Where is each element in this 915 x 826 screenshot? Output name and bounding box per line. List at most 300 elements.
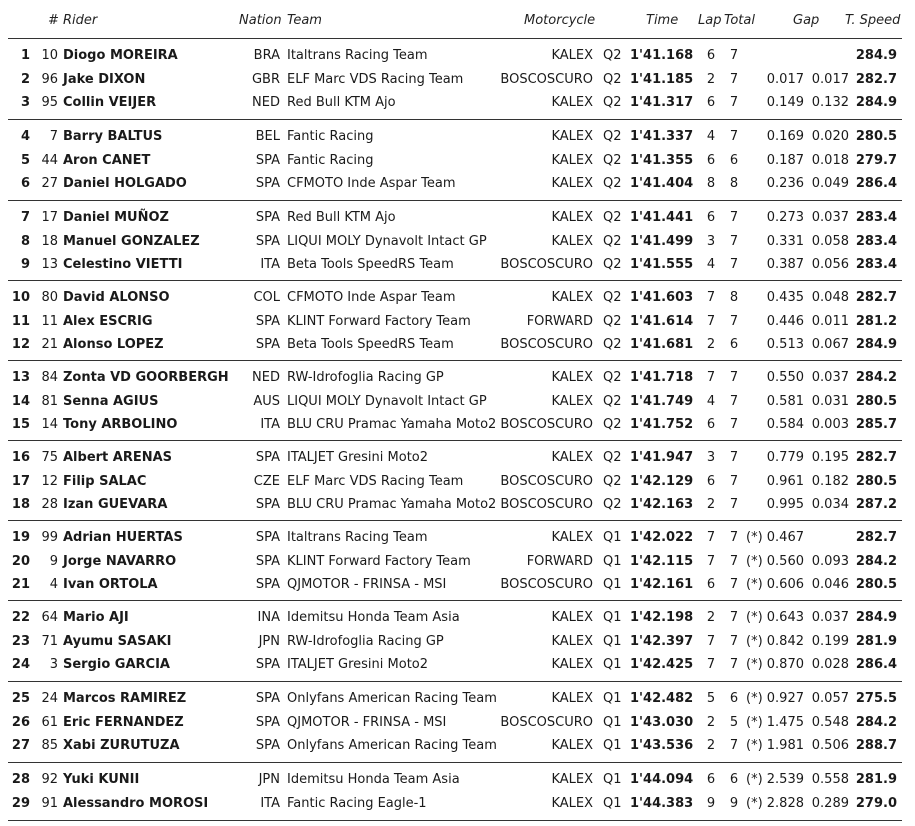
row-rider: Manuel GONZALEZ (63, 233, 200, 249)
row-number: 11 (41, 313, 58, 329)
row-top-speed: 283.4 (855, 210, 897, 225)
row-team: Idemitsu Honda Team Asia (287, 610, 460, 625)
row-rider: Filip SALAC (63, 473, 147, 489)
row-top-speed: 282.7 (855, 450, 897, 465)
row-top-speed: 281.9 (855, 772, 897, 787)
table-row (0, 366, 915, 390)
row-total: 8 (729, 176, 739, 192)
row-gap-prev: 0.132 (811, 95, 849, 111)
row-motorcycle: KALEX (551, 48, 593, 63)
row-motorcycle: KALEX (551, 691, 593, 706)
row-top-speed: 284.2 (855, 714, 897, 730)
row-gap-prev: 0.289 (811, 795, 849, 811)
row-session: Q2 (603, 473, 622, 489)
row-total: 9 (729, 795, 739, 811)
row-lap: 7 (706, 290, 716, 305)
row-time: 1'41.603 (630, 290, 694, 305)
row-motorcycle: KALEX (551, 738, 593, 754)
row-rider: Yuki KUNII (63, 772, 140, 787)
row-motorcycle: KALEX (551, 233, 593, 249)
row-nation: SPA (255, 553, 280, 569)
row-session: Q1 (603, 738, 622, 754)
row-nation: COL (253, 290, 280, 305)
row-number: 13 (41, 257, 58, 273)
row-nation: BRA (253, 48, 280, 63)
row-gap-prev: 0.017 (811, 71, 849, 87)
row-lap: 6 (706, 417, 716, 433)
row-gap-leader: (*) 0.606 (746, 577, 804, 593)
row-position: 24 (11, 657, 30, 673)
row-team: Italtrans Racing Team (287, 48, 428, 63)
row-total: 7 (729, 48, 739, 63)
row-gap-leader: (*) 0.643 (746, 610, 804, 625)
row-gap-prev: 0.048 (811, 290, 849, 305)
table-row (0, 711, 915, 735)
row-motorcycle: BOSCOSCURO (500, 577, 593, 593)
row-motorcycle: KALEX (551, 129, 593, 144)
table-row (0, 333, 915, 357)
row-top-speed: 280.5 (855, 577, 897, 593)
row-total: 7 (729, 633, 739, 649)
table-bottom-border (8, 820, 902, 821)
table-row (0, 687, 915, 711)
row-gap-leader: 0.017 (766, 71, 804, 87)
row-session: Q1 (603, 553, 622, 569)
row-rider: Collin VEIJER (63, 95, 157, 111)
row-time: 1'42.198 (630, 610, 694, 625)
row-lap: 3 (706, 233, 716, 249)
row-gap-prev: 0.056 (811, 257, 849, 273)
row-motorcycle: KALEX (551, 530, 593, 545)
row-rider: Celestino VIETTI (63, 257, 183, 273)
row-gap-leader: 0.387 (766, 257, 804, 273)
row-position: 23 (11, 633, 30, 649)
row-total: 7 (729, 417, 739, 433)
row-position: 5 (20, 152, 30, 168)
header-time: Time (646, 13, 679, 28)
row-team: ELF Marc VDS Racing Team (287, 473, 464, 489)
row-time: 1'42.163 (630, 497, 694, 513)
row-top-speed: 282.7 (855, 530, 897, 545)
row-time: 1'41.337 (630, 129, 694, 144)
row-motorcycle: KALEX (551, 210, 593, 225)
row-top-speed: 279.7 (855, 152, 897, 168)
row-position: 13 (11, 370, 30, 385)
group-divider (8, 280, 902, 281)
row-time: 1'43.030 (630, 714, 694, 730)
row-total: 7 (729, 257, 739, 273)
row-lap: 6 (706, 95, 716, 111)
row-lap: 2 (706, 71, 716, 87)
row-session: Q2 (603, 95, 622, 111)
row-session: Q1 (603, 714, 622, 730)
table-row (0, 230, 915, 254)
row-total: 7 (729, 610, 739, 625)
row-gap-leader: 0.584 (766, 417, 804, 433)
row-nation: JPN (258, 633, 280, 649)
row-position: 17 (11, 473, 30, 489)
row-gap-prev: 0.046 (811, 577, 849, 593)
row-total: 7 (729, 71, 739, 87)
row-gap-leader: (*) 0.927 (746, 691, 804, 706)
row-number: 44 (41, 152, 58, 168)
table-row (0, 68, 915, 92)
row-nation: ITA (260, 795, 280, 811)
row-position: 14 (11, 393, 30, 409)
row-gap-leader: 0.273 (766, 210, 804, 225)
row-time: 1'41.317 (630, 95, 694, 111)
row-total: 7 (729, 530, 739, 545)
row-gap-leader: (*) 0.560 (746, 553, 804, 569)
row-gap-prev: 0.037 (811, 370, 849, 385)
row-session: Q2 (603, 370, 622, 385)
row-motorcycle: FORWARD (526, 553, 593, 569)
row-number: 99 (41, 530, 58, 545)
row-lap: 3 (706, 450, 716, 465)
row-time: 1'41.749 (630, 393, 694, 409)
row-rider: Zonta VD GOORBERGH (63, 370, 229, 385)
row-total: 6 (729, 337, 739, 353)
row-gap-leader: 0.779 (766, 450, 804, 465)
row-top-speed: 279.0 (855, 795, 897, 811)
row-rider: Alonso LOPEZ (63, 337, 164, 353)
row-number: 14 (41, 417, 58, 433)
row-rider: Jake DIXON (63, 71, 146, 87)
row-lap: 4 (706, 257, 716, 273)
row-session: Q2 (603, 497, 622, 513)
row-motorcycle: KALEX (551, 176, 593, 192)
header-number: # (48, 13, 59, 28)
row-session: Q1 (603, 530, 622, 545)
row-session: Q2 (603, 233, 622, 249)
row-gap-prev: 0.049 (811, 176, 849, 192)
row-session: Q1 (603, 772, 622, 787)
row-gap-leader: 0.995 (766, 497, 804, 513)
row-time: 1'43.536 (630, 738, 694, 754)
row-top-speed: 281.2 (855, 313, 897, 329)
row-rider: Aron CANET (63, 152, 151, 168)
row-nation: JPN (258, 772, 280, 787)
row-rider: Izan GUEVARA (63, 497, 168, 513)
row-time: 1'41.441 (630, 210, 694, 225)
row-session: Q1 (603, 577, 622, 593)
row-team: QJMOTOR - FRINSA - MSI (287, 577, 447, 593)
row-gap-prev: 0.058 (811, 233, 849, 249)
row-gap-prev: 0.182 (811, 473, 849, 489)
row-nation: SPA (255, 691, 280, 706)
row-lap: 2 (706, 714, 716, 730)
row-gap-leader: (*) 1.475 (746, 714, 804, 730)
row-position: 16 (11, 450, 30, 465)
row-nation: SPA (255, 313, 280, 329)
row-time: 1'41.947 (630, 450, 694, 465)
row-session: Q1 (603, 691, 622, 706)
row-top-speed: 285.7 (855, 417, 897, 433)
row-session: Q2 (603, 417, 622, 433)
row-nation: BEL (255, 129, 280, 144)
row-team: Red Bull KTM Ajo (287, 95, 396, 111)
row-lap: 6 (706, 210, 716, 225)
row-position: 20 (11, 553, 30, 569)
row-total: 7 (729, 233, 739, 249)
row-number: 27 (41, 176, 58, 192)
row-team: CFMOTO Inde Aspar Team (287, 176, 456, 192)
row-total: 7 (729, 553, 739, 569)
row-gap-leader: 0.331 (766, 233, 804, 249)
row-team: KLINT Forward Factory Team (287, 553, 471, 569)
row-gap-leader: (*) 0.467 (746, 530, 804, 545)
row-session: Q2 (603, 337, 622, 353)
row-number: 3 (49, 657, 58, 673)
row-time: 1'44.383 (630, 795, 694, 811)
row-rider: Sergio GARCIA (63, 657, 170, 673)
row-team: BLU CRU Pramac Yamaha Moto2 (287, 417, 497, 433)
row-team: Fantic Racing (287, 129, 374, 144)
row-time: 1'42.115 (630, 553, 694, 569)
row-number: 24 (41, 691, 58, 706)
row-total: 7 (729, 657, 739, 673)
row-time: 1'42.161 (630, 577, 694, 593)
row-number: 28 (41, 497, 58, 513)
row-gap-leader: 0.236 (766, 176, 804, 192)
table-row (0, 390, 915, 414)
row-number: 84 (41, 370, 58, 385)
table-row (0, 792, 915, 816)
row-gap-leader: (*) 2.539 (746, 772, 804, 787)
row-time: 1'41.752 (630, 417, 694, 433)
row-time: 1'41.681 (630, 337, 694, 353)
table-row (0, 149, 915, 173)
row-nation: SPA (255, 738, 280, 754)
row-lap: 7 (706, 370, 716, 385)
row-team: LIQUI MOLY Dynavolt Intact GP (287, 393, 487, 409)
row-total: 7 (729, 95, 739, 111)
row-rider: Senna AGIUS (63, 393, 159, 409)
row-number: 80 (41, 290, 58, 305)
table-row (0, 734, 915, 758)
row-lap: 6 (706, 48, 716, 63)
row-lap: 2 (706, 738, 716, 754)
row-top-speed: 281.9 (855, 633, 897, 649)
row-gap-prev: 0.028 (811, 657, 849, 673)
row-gap-prev: 0.548 (811, 714, 849, 730)
row-nation: SPA (255, 530, 280, 545)
row-nation: SPA (255, 450, 280, 465)
row-lap: 6 (706, 152, 716, 168)
group-divider (8, 681, 902, 682)
row-total: 7 (729, 210, 739, 225)
row-position: 9 (20, 257, 30, 273)
row-gap-prev: 0.506 (811, 738, 849, 754)
row-top-speed: 284.9 (855, 95, 897, 111)
row-lap: 4 (706, 393, 716, 409)
row-number: 71 (41, 633, 58, 649)
row-time: 1'41.404 (630, 176, 694, 192)
row-total: 7 (729, 577, 739, 593)
group-divider (8, 119, 902, 120)
row-rider: Daniel MUÑOZ (63, 210, 169, 225)
row-number: 96 (41, 71, 58, 87)
row-gap-prev: 0.037 (811, 210, 849, 225)
header-team: Team (287, 13, 322, 28)
row-lap: 2 (706, 337, 716, 353)
row-number: 17 (41, 210, 58, 225)
row-position: 15 (11, 417, 30, 433)
table-row (0, 310, 915, 334)
row-team: Italtrans Racing Team (287, 530, 428, 545)
row-motorcycle: KALEX (551, 450, 593, 465)
row-team: LIQUI MOLY Dynavolt Intact GP (287, 233, 487, 249)
row-top-speed: 286.4 (855, 657, 897, 673)
row-nation: SPA (255, 497, 280, 513)
row-team: ELF Marc VDS Racing Team (287, 71, 464, 87)
row-total: 7 (729, 393, 739, 409)
row-gap-leader: 0.435 (766, 290, 804, 305)
row-gap-prev: 0.093 (811, 553, 849, 569)
row-position: 2 (20, 71, 30, 87)
row-team: Fantic Racing Eagle-1 (287, 795, 427, 811)
row-nation: ITA (260, 257, 280, 273)
row-number: 85 (41, 738, 58, 754)
row-team: RW-Idrofoglia Racing GP (287, 633, 444, 649)
row-session: Q1 (603, 657, 622, 673)
row-total: 7 (729, 313, 739, 329)
row-total: 6 (729, 152, 739, 168)
header-motorcycle: Motorcycle (524, 13, 596, 28)
row-top-speed: 284.9 (855, 610, 897, 625)
table-row (0, 44, 915, 68)
table-row (0, 125, 915, 149)
row-top-speed: 284.2 (855, 370, 897, 385)
row-nation: SPA (255, 233, 280, 249)
table-row (0, 550, 915, 574)
row-gap-prev: 0.003 (811, 417, 849, 433)
row-time: 1'41.185 (630, 71, 694, 87)
row-gap-leader: 0.550 (766, 370, 804, 385)
header-total: Total (724, 13, 755, 28)
row-position: 3 (20, 95, 30, 111)
table-row (0, 653, 915, 677)
row-team: Beta Tools SpeedRS Team (287, 257, 454, 273)
row-team: KLINT Forward Factory Team (287, 313, 471, 329)
row-team: Idemitsu Honda Team Asia (287, 772, 460, 787)
row-lap: 2 (706, 497, 716, 513)
row-lap: 7 (706, 553, 716, 569)
row-time: 1'42.425 (630, 657, 694, 673)
row-lap: 5 (706, 691, 716, 706)
row-gap-leader: 0.581 (766, 393, 804, 409)
group-divider (8, 600, 902, 601)
row-session: Q1 (603, 795, 622, 811)
row-team: Beta Tools SpeedRS Team (287, 337, 454, 353)
header-nation: Nation (239, 13, 282, 28)
row-total: 7 (729, 473, 739, 489)
row-top-speed: 280.5 (855, 473, 897, 489)
row-nation: SPA (255, 210, 280, 225)
header-top-speed: T. Speed (845, 13, 901, 28)
row-session: Q2 (603, 257, 622, 273)
group-divider (8, 38, 902, 39)
row-position: 21 (11, 577, 30, 593)
row-position: 11 (11, 313, 30, 329)
row-position: 10 (11, 290, 30, 305)
row-position: 22 (11, 610, 30, 625)
row-position: 1 (20, 48, 30, 63)
row-total: 6 (729, 691, 739, 706)
row-lap: 7 (706, 657, 716, 673)
row-top-speed: 284.9 (855, 48, 897, 63)
row-nation: SPA (255, 577, 280, 593)
row-team: BLU CRU Pramac Yamaha Moto2 (287, 497, 497, 513)
table-row (0, 573, 915, 597)
row-position: 19 (11, 530, 30, 545)
row-team: Onlyfans American Racing Team (287, 738, 497, 754)
row-number: 64 (41, 610, 58, 625)
row-rider: Eric FERNANDEZ (63, 714, 184, 730)
row-gap-leader: (*) 2.828 (746, 795, 804, 811)
row-time: 1'41.168 (630, 48, 694, 63)
row-top-speed: 283.4 (855, 257, 897, 273)
row-rider: Diogo MOREIRA (63, 48, 178, 63)
row-position: 6 (20, 176, 30, 192)
row-time: 1'41.355 (630, 152, 694, 168)
row-nation: SPA (255, 176, 280, 192)
table-row (0, 768, 915, 792)
row-total: 5 (729, 714, 739, 730)
row-rider: Ayumu SASAKI (63, 633, 172, 649)
row-motorcycle: BOSCOSCURO (500, 257, 593, 273)
row-top-speed: 275.5 (855, 691, 897, 706)
row-time: 1'42.022 (630, 530, 694, 545)
table-row (0, 526, 915, 550)
row-time: 1'42.397 (630, 633, 694, 649)
table-row (0, 493, 915, 517)
table-row (0, 413, 915, 437)
row-gap-leader: 0.187 (766, 152, 804, 168)
row-number: 61 (41, 714, 58, 730)
row-session: Q2 (603, 313, 622, 329)
row-motorcycle: KALEX (551, 657, 593, 673)
row-position: 25 (11, 691, 30, 706)
row-lap: 7 (706, 313, 716, 329)
row-total: 8 (729, 290, 739, 305)
row-gap-leader: 0.149 (766, 95, 804, 111)
table-row (0, 630, 915, 654)
row-rider: Alex ESCRIG (63, 313, 153, 329)
row-gap-leader: (*) 0.842 (746, 633, 804, 649)
row-motorcycle: KALEX (551, 610, 593, 625)
row-position: 28 (11, 772, 30, 787)
row-motorcycle: BOSCOSCURO (500, 71, 593, 87)
row-gap-leader: 0.446 (766, 313, 804, 329)
row-gap-leader: 0.169 (766, 129, 804, 144)
row-gap-leader: (*) 0.870 (746, 657, 804, 673)
row-number: 9 (49, 553, 58, 569)
row-motorcycle: BOSCOSCURO (500, 714, 593, 730)
row-team: RW-Idrofoglia Racing GP (287, 370, 444, 385)
row-motorcycle: KALEX (551, 370, 593, 385)
row-lap: 4 (706, 129, 716, 144)
row-number: 12 (41, 473, 58, 489)
row-rider: Ivan ORTOLA (63, 577, 158, 593)
row-time: 1'41.614 (630, 313, 694, 329)
row-gap-prev: 0.011 (811, 313, 849, 329)
row-top-speed: 284.2 (855, 553, 897, 569)
row-position: 27 (11, 738, 30, 754)
row-gap-prev: 0.199 (811, 633, 849, 649)
row-session: Q2 (603, 290, 622, 305)
row-rider: Adrian HUERTAS (63, 530, 183, 545)
